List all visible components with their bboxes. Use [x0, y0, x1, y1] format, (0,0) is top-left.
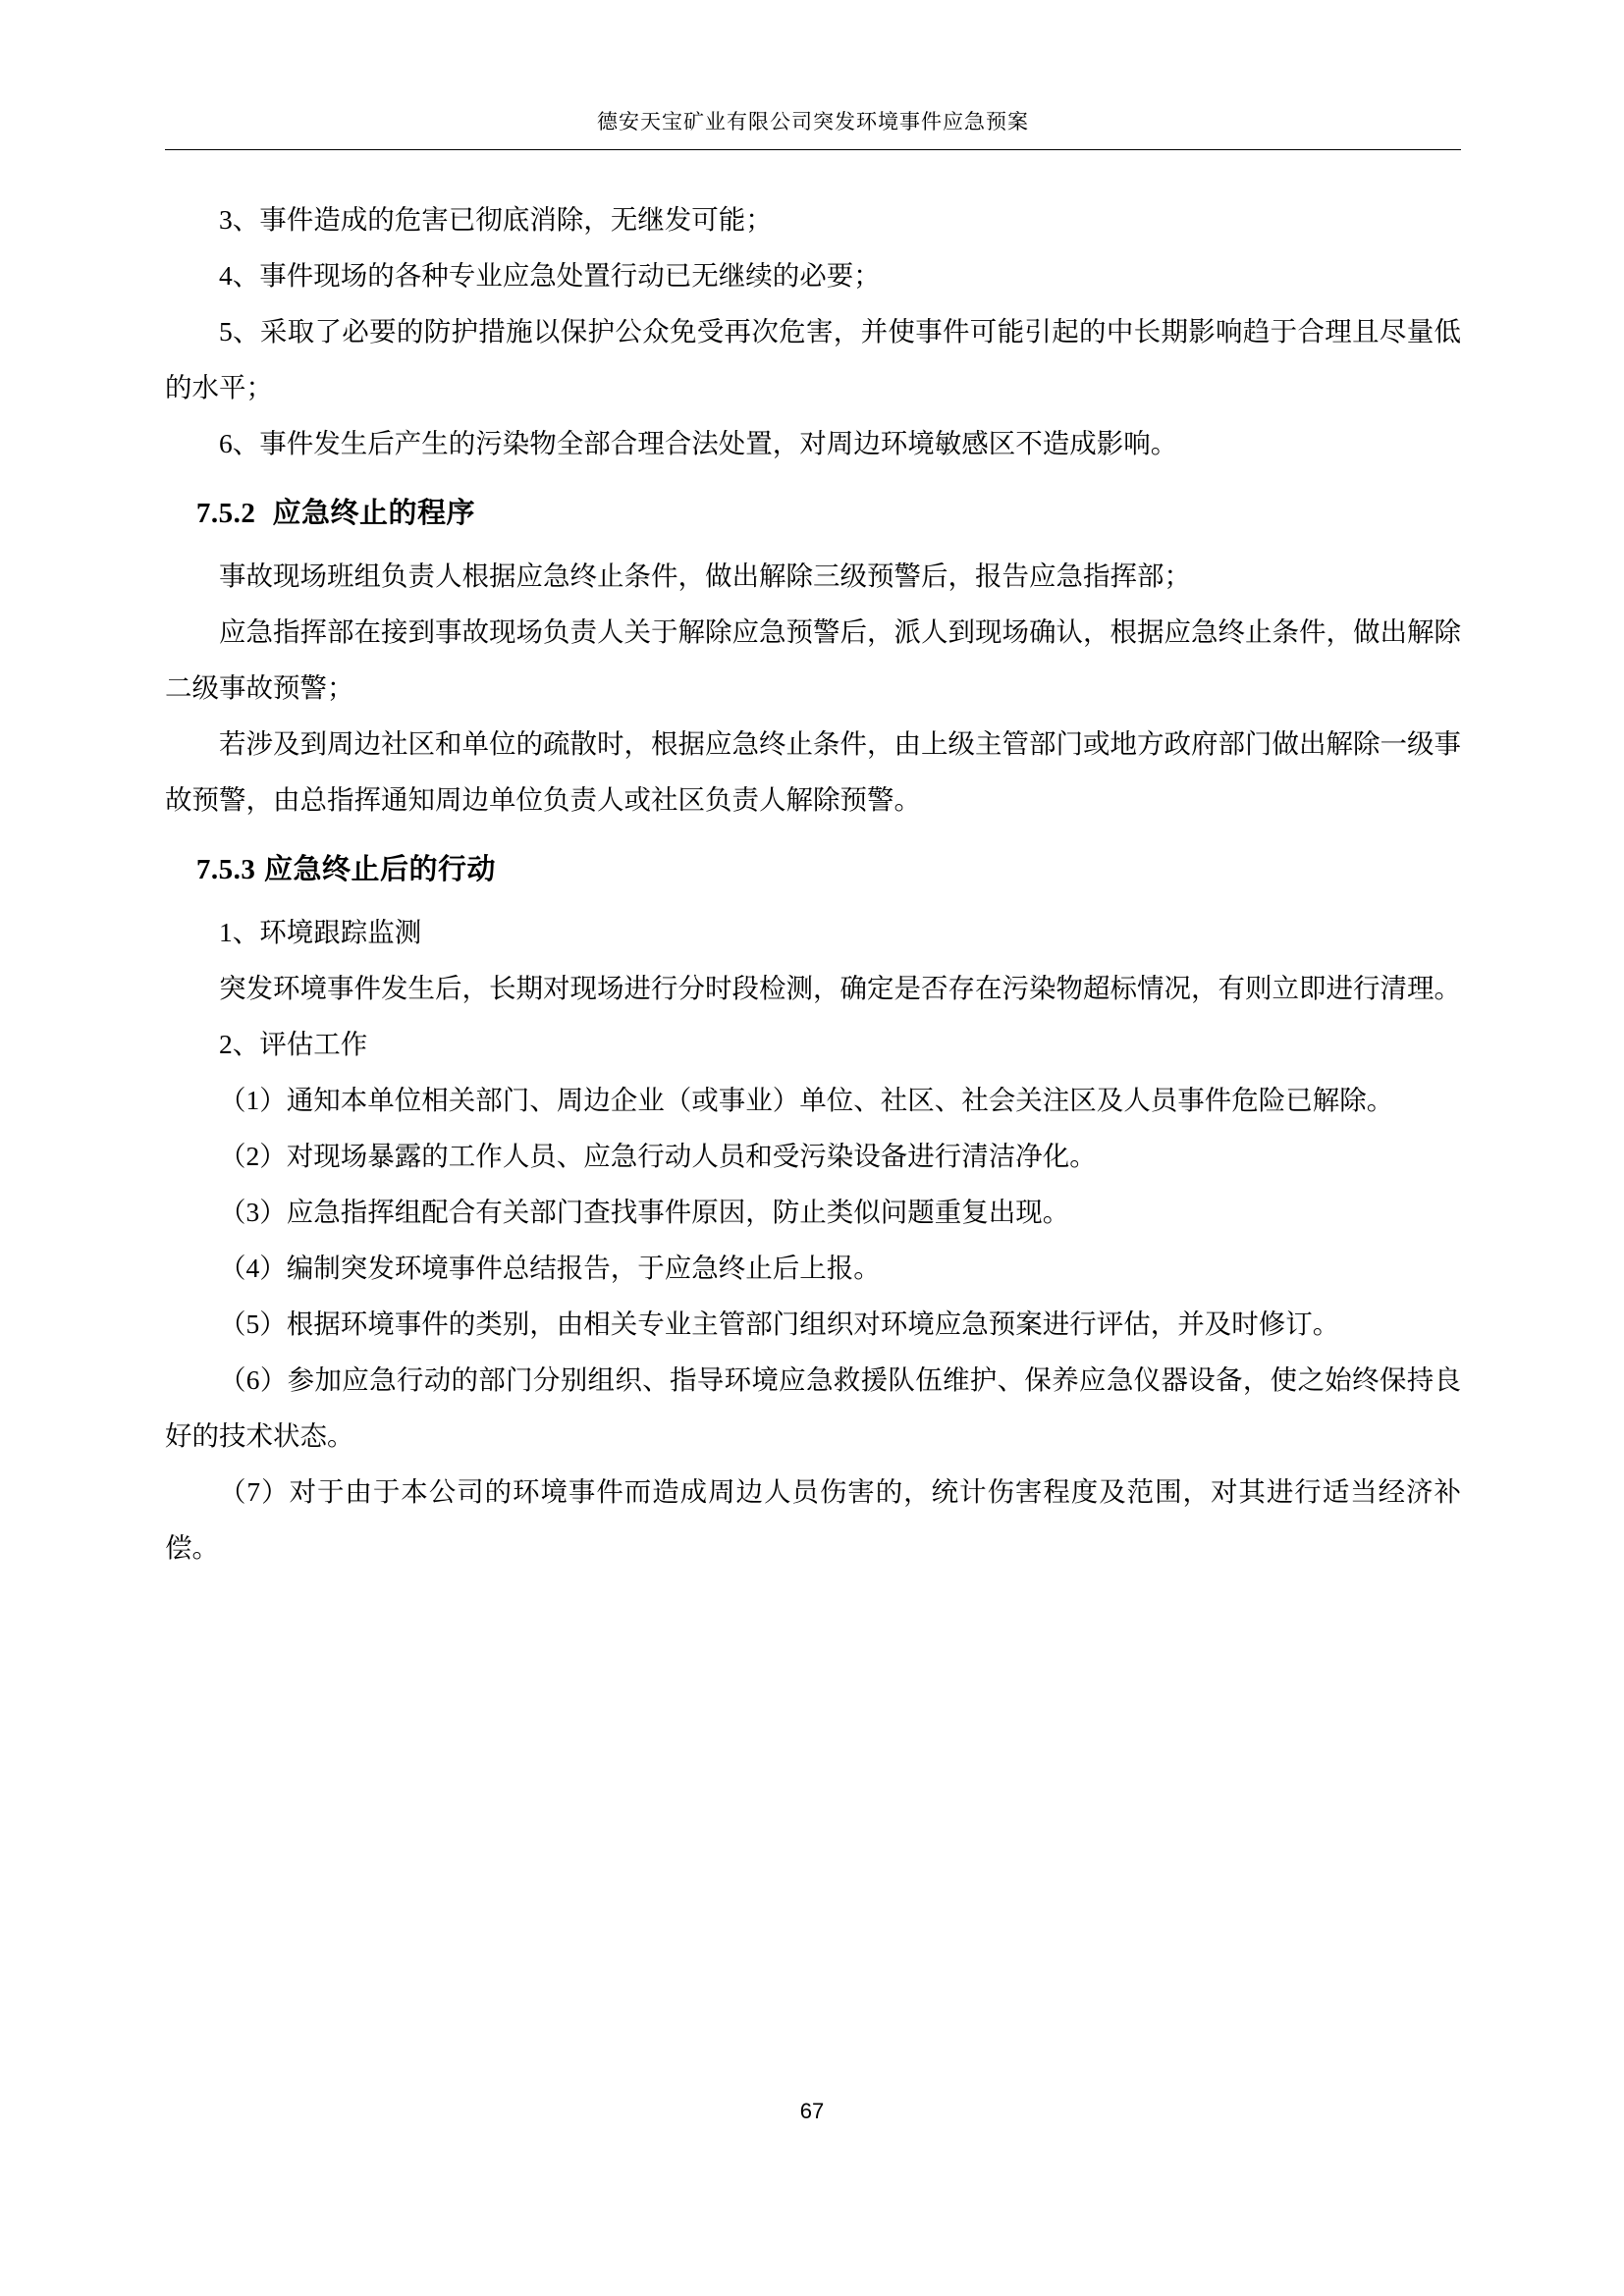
paragraph: 突发环境事件发生后，长期对现场进行分时段检测，确定是否存在污染物超标情况，有则立即进行清理。: [219, 973, 1461, 1003]
section-number: 7.5.3: [195, 854, 256, 885]
paragraph: （1）通知本单位相关部门、周边企业（或事业）单位、社区、社会关注区及人员事件危险已解除。: [219, 1085, 1394, 1115]
list-item: 3、事件造成的危害已彻底消除，无继发可能；: [219, 204, 773, 235]
header-title: 德安天宝矿业有限公司突发环境事件应急预案: [597, 111, 1029, 133]
paragraph: （2）对现场暴露的工作人员、应急行动人员和受污染设备进行清洁净化。: [219, 1141, 1097, 1171]
paragraph: 事故现场班组负责人根据应急终止条件，做出解除三级预警后，报告应急指挥部；: [219, 561, 1191, 591]
header-divider: [165, 149, 1461, 150]
paragraph: （6）参加应急行动的部门分别组织、指导环境应急救援队伍维护、保养应急仪器设备，使之始终保持良好的技术状态。: [165, 1364, 1461, 1451]
paragraph: （4）编制突发环境事件总结报告，于应急终止后上报。: [219, 1253, 881, 1283]
paragraph: 若涉及到周边社区和单位的疏散时，根据应急终止条件，由上级主管部门或地方政府部门做出解除一级事故预警，由总指挥通知周边单位负责人或社区负责人解除预警。: [165, 728, 1461, 815]
paragraph: （5）根据环境事件的类别，由相关专业主管部门组织对环境应急预案进行评估，并及时修订。: [219, 1308, 1340, 1339]
section-number: 7.5.2: [195, 498, 256, 529]
list-item: 6、事件发生后产生的污染物全部合理合法处置，对周边环境敏感区不造成影响。: [219, 428, 1178, 458]
paragraph: 1、环境跟踪监测: [219, 917, 422, 947]
section-title: 应急终止后的行动: [263, 854, 496, 885]
section-heading-7-5-2: [165, 485, 1461, 542]
list-item: 4、事件现场的各种专业应急处置行动已无继续的必要；: [219, 260, 881, 291]
page-number: 67: [799, 2099, 825, 2123]
paragraph: 应急指挥部在接到事故现场负责人关于解除应急预警后，派人到现场确认，根据应急终止条件，做出解除二级事故预警；: [165, 616, 1461, 703]
paragraph: （7）对于由于本公司的环境事件而造成周边人员伤害的，统计伤害程度及范围，对其进行适当经济补偿。: [165, 1476, 1461, 1563]
page-content: [165, 191, 1461, 1575]
paragraph: （3）应急指挥组配合有关部门查找事件原因，防止类似问题重复出现。: [219, 1197, 1070, 1227]
page-header: [165, 110, 1461, 134]
list-item: 5、采取了必要的防护措施以保护公众免受再次危害，并使事件可能引起的中长期影响趋于合理且尽量低的水平；: [165, 316, 1461, 402]
paragraph: 2、评估工作: [219, 1029, 368, 1059]
section-heading-7-5-3: [165, 841, 1461, 898]
section-title: 应急终止的程序: [272, 498, 476, 529]
